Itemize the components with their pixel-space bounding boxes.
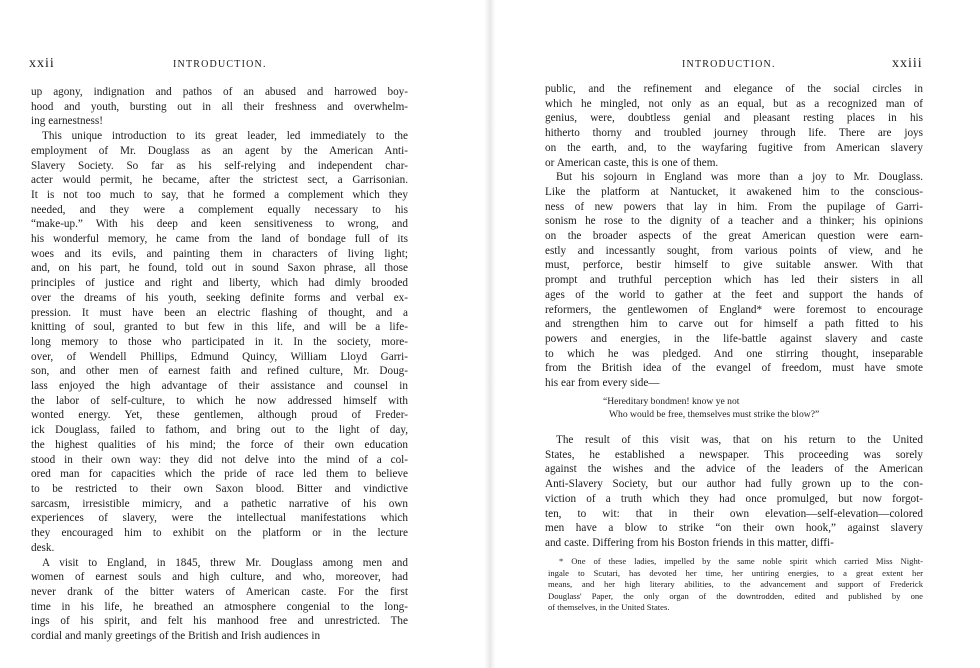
right-text-line: Anti-Slavery Society, but our author had fully grown up to the con-: [545, 478, 923, 491]
left-running-head: INTRODUCTION.: [173, 59, 267, 70]
left-text-line: they encouraged him to exhibit on the platform or in the lecture: [31, 527, 408, 540]
left-text-line: employment of Mr. Douglass as an agent by the American Anti-: [31, 144, 408, 157]
right-page-number: xxiii: [892, 56, 923, 71]
left-text-line: needed, and they were a complement equally necessary to his: [31, 203, 408, 216]
left-text-line: acter would permit, he became, after the strictest sect, a Garrisonian.: [31, 174, 408, 187]
left-text-line: woes and its evils, and painting them in characters of living light;: [31, 247, 408, 260]
left-text-line: lass enjoyed the high advantage of their assistance and counsel in: [31, 380, 408, 393]
right-text-line: and caste. Differing from his Boston friends in this matter, diffi-: [545, 536, 834, 549]
left-text-line: ings of his spirit, and felt his manhood free and unrestricted. The: [31, 615, 408, 628]
right-body-text-bottom: [545, 433, 923, 551]
right-text-line: which he mingled, not only as an equal, but as a recognized man of: [545, 97, 923, 110]
right-text-line: viction of a truth which they had once promulged, but now forgot-: [545, 492, 923, 505]
right-text-line: reformers, the gentlewomen of England* were foremost to encourage: [545, 303, 923, 316]
right-text-line: ness of new powers that lay in him. From the pupilage of Garri-: [545, 200, 923, 213]
footnote: [548, 556, 923, 614]
left-text-line: knitting of soul, granted to but few in this life, and will be a life-: [31, 321, 408, 334]
left-text-line: sarcasm, irresistible mimicry, and a pathetic narrative of his own: [31, 497, 408, 510]
right-text-line: genius, were, doubtless genial and pleasant resting places in his: [545, 112, 923, 125]
poem-quote: [603, 396, 819, 421]
left-text-line: It is not too much to say, that he formed a complement which they: [31, 188, 408, 201]
footnote-line: * One of these ladies, impelled by the same noble spirit which carried Miss Night-: [559, 556, 923, 566]
right-text-line: his ear from every side—: [545, 377, 660, 390]
left-text-line: cordial and manly greetings of the British and Irish audiences in: [31, 630, 321, 643]
right-text-line: But his sojourn in England was more than a joy to Mr. Douglass.: [556, 171, 923, 184]
left-text-line: principles of justice and right and liberty, which had dimly brooded: [31, 277, 408, 290]
right-text-line: powers and energies, in the life-battle against slavery and caste: [545, 332, 923, 345]
left-text-line: the highest qualities of his mind; the force of their own education: [31, 438, 408, 451]
footnote-line: of themselves, in the United States.: [548, 602, 670, 613]
right-text-line: Like the platform at Nantucket, it awakened him to the conscious-: [545, 185, 923, 198]
left-text-line: over, of Wendell Phillips, Edmund Quincy, William Lloyd Garri-: [31, 350, 408, 363]
right-body-text-top: [545, 82, 923, 391]
left-text-line: wonted energy. Yet, these gentlemen, although proud of Freder-: [31, 409, 408, 422]
left-text-line: the labor of self-culture, to which he now addressed himself with: [31, 394, 408, 407]
left-text-line: desk.: [31, 541, 55, 554]
quote-line-2: Who would be free, themselves must strike the blow?”: [609, 408, 820, 420]
right-text-line: States, he established a newspaper. This proceeding was sorely: [545, 448, 923, 461]
footnote-line: means, and her high literary abilities, to the advancement and support of Frederick: [548, 579, 923, 590]
left-text-line: stood in their own way: they did not delve into the mind of a col-: [31, 453, 408, 466]
right-text-line: and strengthen him to carve out for himself a path fitted to his: [545, 318, 923, 331]
left-text-line: and, on his part, he found, told out in sound Saxon phrase, all those: [31, 262, 408, 275]
footnote-line: ingale to Scutari, has devoted her time, her untiring energies, to a great extent her: [548, 567, 923, 578]
left-text-line: ored man for capacities which the pride of race led them to believe: [31, 468, 408, 481]
right-text-line: prompt and truthful perception which has led their sisters in all: [545, 274, 923, 287]
right-text-line: from the British idea of the evangel of freedom, must have smote: [545, 362, 923, 375]
left-body-text: [31, 85, 408, 644]
left-text-line: A visit to England, in 1845, threw Mr. Douglass among men and: [42, 556, 408, 569]
right-text-line: hitherto thorny and troubled journey through life. There are joys: [545, 127, 923, 140]
left-text-line: pression. It must have been an electric flashing of thought, and a: [31, 306, 408, 319]
right-text-line: must, perforce, bestir himself to give suitable answer. With that: [545, 259, 923, 272]
right-text-line: on the broader aspects of the great American question were earn-: [545, 230, 923, 243]
left-page-number: xxii: [29, 56, 55, 71]
right-text-line: on the earth, and, to the wayfaring fugitive from American slavery: [545, 141, 923, 154]
left-text-line: up agony, indignation and pathos of an abused and harrowed boy-: [31, 86, 408, 98]
left-text-line: hood and youth, bursting out in all their freshness and overwhelm-: [31, 100, 408, 113]
left-text-line: “make-up.” With his deep and keen sensitiveness to wrong, and: [31, 218, 408, 231]
left-text-line: son, and other men of earnest faith and refined culture, Mr. Doug-: [31, 365, 408, 378]
right-text-line: or American caste, this is one of them.: [545, 156, 719, 169]
right-text-line: ten, to wit: that in their own elevation—self-elevation—colored: [545, 507, 923, 520]
left-text-line: This unique introduction to its great leader, led immediately to the: [42, 130, 408, 143]
left-text-line: experiences of slavery, were the intellectual manifestations which: [31, 512, 408, 525]
right-text-line: ages of the world to gather at the feet and support the hands of: [545, 288, 923, 301]
right-text-line: sonism he rose to the dignity of a teacher and a thinker; his opinions: [545, 215, 923, 228]
right-text-line: The result of this visit was, that on his return to the United: [556, 434, 923, 446]
left-text-line: long memory to those who participated in it. In the society, more-: [31, 335, 408, 348]
left-text-line: ing earnestness!: [31, 115, 103, 128]
footnote-line: Douglass' Paper, the only organ of the downtrodden, edited and published by one: [548, 590, 923, 601]
right-text-line: to which he was pledged. And one stirring thought, inseparable: [545, 347, 923, 360]
left-text-line: his wonderful memory, he came from the land of bondage full of its: [31, 233, 408, 246]
left-text-line: to be restricted to their own Saxon blood. Bitter and vindictive: [31, 482, 408, 495]
left-text-line: Slavery Society. So far as his self-relying and independent char-: [31, 159, 408, 172]
right-text-line: against the wishes and the advice of the leaders of the American: [545, 463, 923, 476]
left-text-line: over the dreams of his youth, seeking definite forms and verbal ex-: [31, 291, 408, 304]
right-text-line: public, and the refinement and elegance of the social circles in: [545, 83, 923, 95]
left-text-line: time in his life, he breathed an atmosphere congenial to the long-: [31, 600, 408, 613]
quote-line-1: “Hereditary bondmen! know ye not: [603, 396, 740, 407]
left-text-line: ick Douglass, failed to fathom, and bring out to the light of day,: [31, 424, 408, 437]
left-text-line: never drank of the bitter waters of American caste. For the first: [31, 585, 408, 598]
left-text-line: women of earnest souls and high culture, and who, moreover, had: [31, 571, 408, 584]
right-text-line: men have a blow to strike “on their own hook,” against slavery: [545, 522, 923, 535]
right-running-head: INTRODUCTION.: [682, 59, 776, 70]
right-text-line: estly and incessantly sought, from various points of view, and he: [545, 244, 923, 257]
